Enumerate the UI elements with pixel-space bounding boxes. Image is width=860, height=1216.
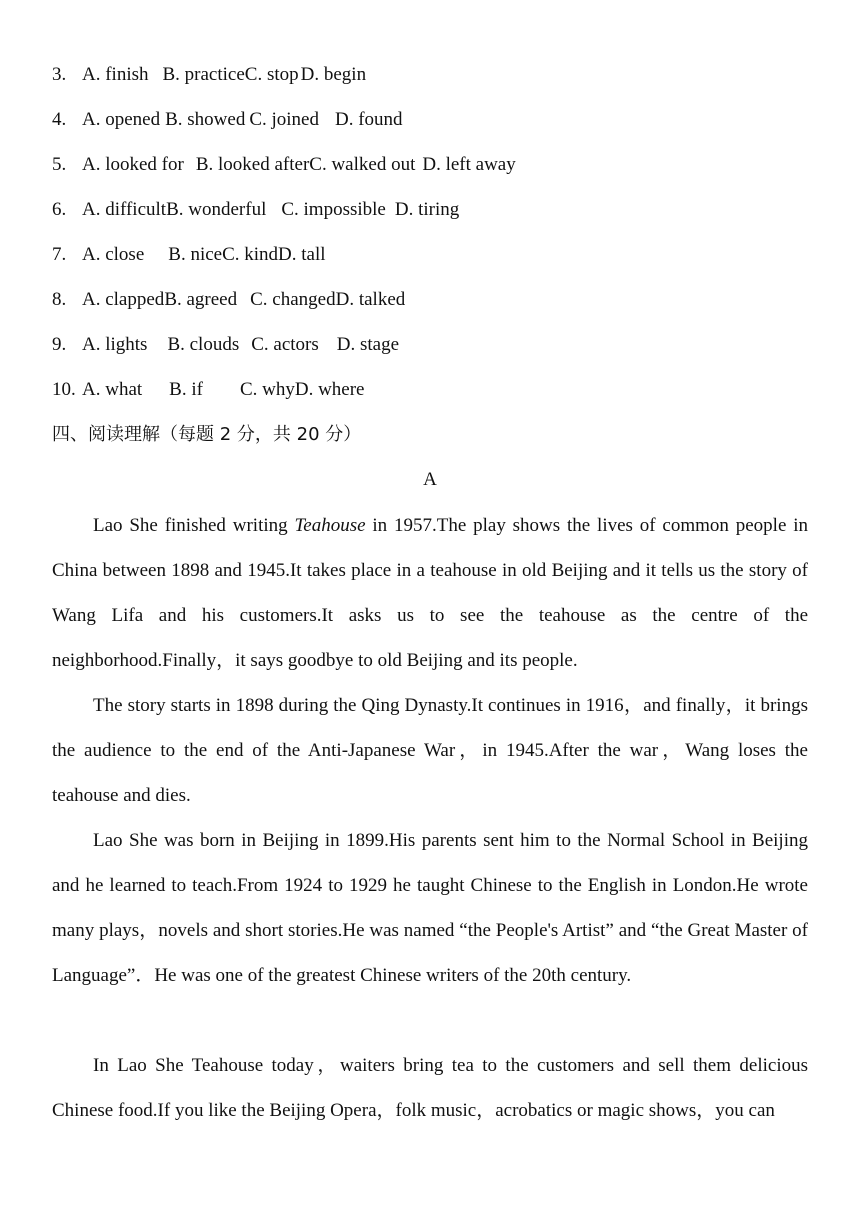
option-b: B. nice: [168, 244, 223, 265]
option-b: B. practice: [162, 64, 245, 85]
option-a: A. clapped: [82, 289, 165, 310]
paragraph-2: The story starts in 1898 during the Qing Dynasty.It continues in 1916，and finally，it brings the audience to the end of the Anti-Japanese War，in 1945.After the war，Wang loses the teahouse and dies.: [52, 695, 808, 806]
question-number: 10.: [52, 379, 76, 400]
question-number: 7.: [52, 244, 67, 265]
question-9-options: [52, 330, 399, 360]
option-b: B. agreed: [164, 289, 238, 310]
option-d: D. left away: [422, 154, 516, 175]
paragraph-1: [52, 503, 808, 683]
option-c: C. kind: [222, 244, 279, 265]
section-heading: 四、阅读理解（每题 2 分，共 20 分）: [52, 424, 362, 445]
question-number: 9.: [52, 334, 67, 355]
question-number: 6.: [52, 199, 67, 220]
option-d: D. tall: [278, 244, 326, 265]
option-d: D. stage: [336, 334, 400, 355]
question-4-options: [52, 105, 403, 135]
option-a: A. finish: [82, 64, 149, 85]
question-number: 5.: [52, 154, 67, 175]
option-c: C. actors: [251, 334, 319, 355]
option-d: D. found: [335, 109, 403, 130]
option-b: B. showed: [165, 109, 246, 130]
option-b: B. if: [169, 379, 203, 400]
option-c: C. joined: [249, 109, 319, 130]
question-6-options: [52, 195, 459, 225]
play-title: Teahouse: [294, 515, 366, 536]
question-7-options: [52, 240, 326, 270]
paragraph-3: Lao She was born in Beijing in 1899.His parents sent him to the Normal School in Beijing and he learned to teach.From 1924 to 1929 he taught Chinese to the English in London.He wrote many plays，novels and short stories.He was named “the People's Artist” and “the Great Master of Language”．He was one of the greatest Chinese writers of the 20th century.: [52, 830, 808, 986]
question-10-options: [52, 375, 364, 405]
question-5-options: [52, 150, 516, 180]
option-a: A. close: [82, 244, 145, 265]
paragraph-1-rest: in 1957.The play shows the lives of common people in China between 1898 and 1945.It takes place in a teahouse in old Beijing and it tells us the story of Wang Lifa and his customers.It asks us to see the teahouse as the centre of the neighborhood.Finally，it says goodbye to old Beijing and its people.: [52, 515, 808, 671]
option-c: C. impossible: [281, 199, 386, 220]
option-b: B. looked after: [195, 154, 310, 175]
paragraph-4: In Lao She Teahouse today，waiters bring tea to the customers and sell them delicious Chinese food.If you like the Beijing Opera，folk music，acrobatics or magic shows，you can: [52, 1055, 808, 1121]
option-d: D. begin: [300, 64, 367, 85]
option-a: A. opened: [82, 109, 161, 130]
option-a: A. looked for: [82, 154, 184, 175]
option-d: D. talked: [335, 289, 406, 310]
option-d: D. where: [294, 379, 365, 400]
option-c: C. why: [239, 379, 295, 400]
question-8-options: [52, 285, 405, 315]
option-a: A. what: [82, 379, 143, 400]
passage-letter: A: [423, 469, 437, 490]
question-number: 8.: [52, 289, 67, 310]
question-3-options: [52, 60, 366, 90]
option-b: B. clouds: [167, 334, 240, 355]
option-b: B. wonderful: [166, 199, 267, 220]
option-a: A. lights: [82, 334, 148, 355]
option-c: C. stop: [244, 64, 299, 85]
paragraph-1-start: Lao She finished writing: [93, 515, 295, 536]
question-number: 3.: [52, 64, 67, 85]
option-c: C. walked out: [309, 154, 416, 175]
question-number: 4.: [52, 109, 67, 130]
option-a: A. difficult: [82, 199, 167, 220]
option-d: D. tiring: [394, 199, 460, 220]
option-c: C. changed: [250, 289, 336, 310]
